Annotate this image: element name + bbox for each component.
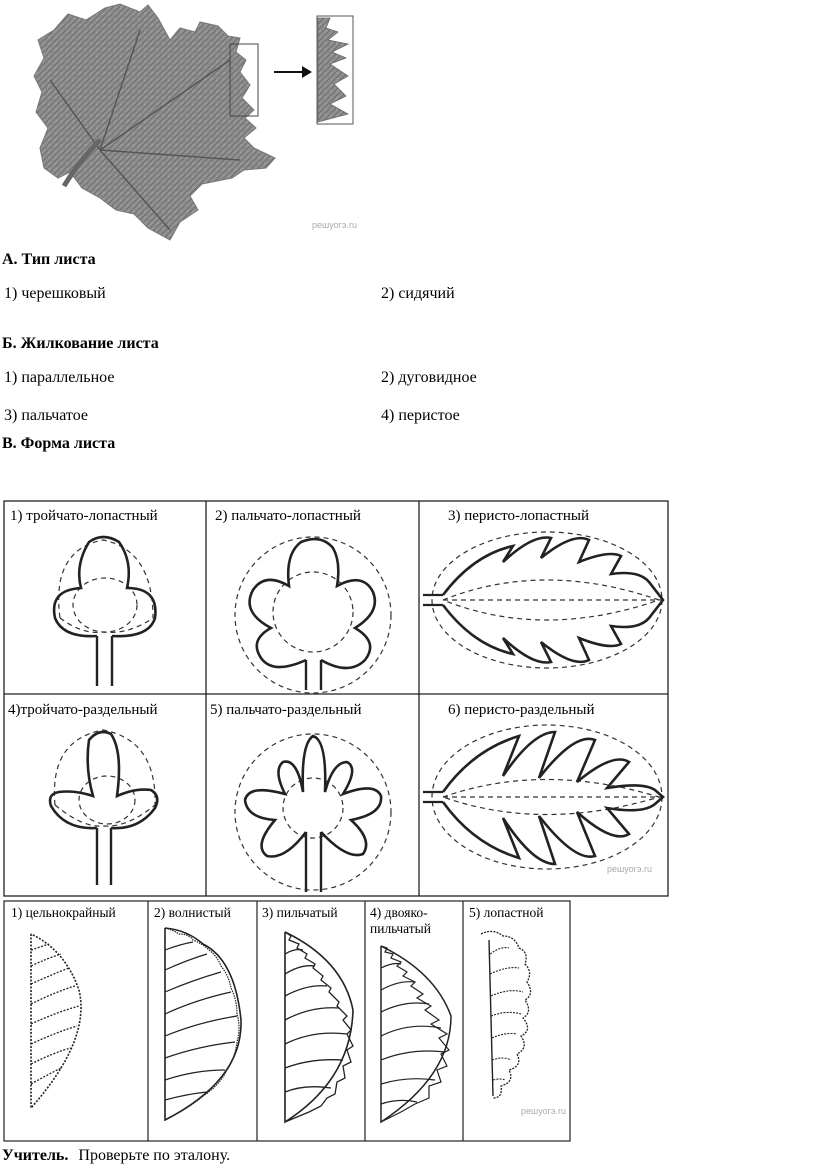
section-b-heading: Б. Жилкование листа: [2, 335, 159, 352]
shape-label-6: 6) перисто-раздельный: [448, 702, 595, 718]
palmate-lobed-diagram: [235, 537, 391, 693]
shape-label-5: 5) пальчато-раздельный: [210, 702, 362, 718]
watermark: решуогэ.ru: [521, 1106, 567, 1116]
section-b-option-2: 2) дуговидное: [381, 369, 477, 386]
section-b-option-1: 1) параллельное: [4, 369, 115, 386]
grape-leaf-illustration: [30, 0, 370, 250]
watermark: решуогэ.ru: [312, 220, 358, 230]
edge-label-1: 1) цельнокрайный: [11, 905, 116, 920]
lobed-margin-leaf: [481, 931, 531, 1098]
serrate-margin-leaf: [285, 932, 353, 1122]
section-a-option-1: 1) черешковый: [4, 285, 106, 302]
double-serrate-margin-leaf: [381, 946, 451, 1122]
edge-label-2: 2) волнистый: [154, 905, 231, 920]
teacher-label: Учитель.: [2, 1147, 69, 1164]
shape-label-4: 4)тройчато-раздельный: [8, 702, 158, 718]
watermark: решуогэ.ru: [607, 864, 653, 874]
shape-label-2: 2) пальчато-лопастный: [215, 508, 361, 524]
edge-label-4-cont: пильчатый: [370, 921, 431, 936]
shape-label-3: 3) перисто-лопастный: [448, 508, 589, 524]
wavy-margin-leaf: [165, 928, 241, 1120]
edge-label-4: 4) двояко-: [370, 905, 428, 920]
pinnate-dissected-diagram: [423, 725, 663, 869]
palmate-dissected-diagram: [235, 734, 391, 892]
edge-label-3: 3) пильчатый: [262, 905, 338, 920]
trifoliate-dissected-diagram: [50, 730, 157, 885]
entire-margin-leaf: [31, 934, 81, 1108]
section-b-option-4: 4) перистое: [381, 407, 460, 424]
section-b-option-3: 3) пальчатое: [4, 407, 89, 424]
teacher-instruction: Проверьте по эталону.: [78, 1147, 231, 1164]
section-c-heading: В. Форма листа: [2, 435, 116, 452]
section-a-heading: А. Тип листа: [2, 251, 96, 268]
grape-leaf-shape: [34, 4, 275, 240]
shape-label-1: 1) тройчато-лопастный: [10, 508, 158, 524]
edge-label-5: 5) лопастной: [469, 905, 544, 920]
leaf-photo-figure: [30, 0, 370, 250]
teacher-note: [2, 1147, 230, 1165]
pinnate-lobed-diagram: [423, 532, 663, 668]
trifoliate-lobed-diagram: [54, 537, 155, 686]
leaf-edge-table: [3, 900, 571, 1142]
leaf-shape-table: [3, 500, 669, 898]
section-a-option-2: 2) сидячий: [381, 285, 455, 302]
arrow-icon: [274, 66, 312, 78]
